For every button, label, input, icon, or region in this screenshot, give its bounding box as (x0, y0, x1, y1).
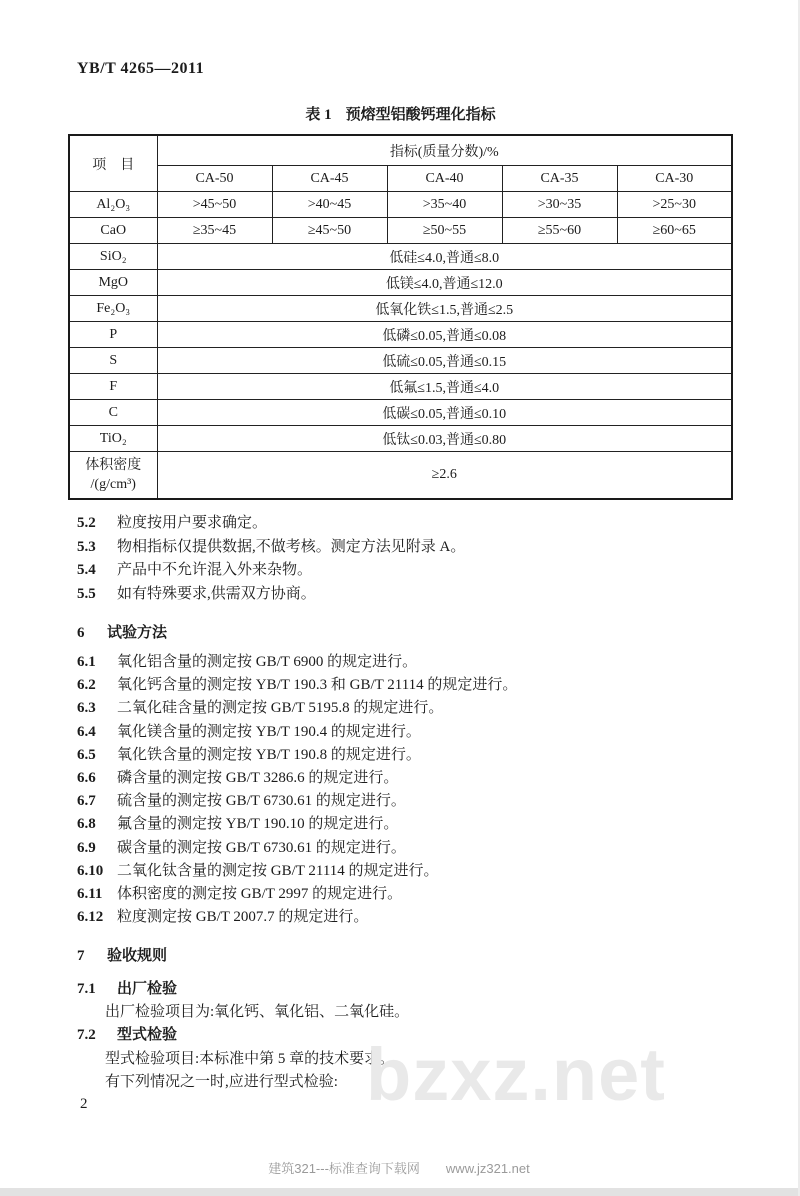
item-cell: Al₂O₃ (69, 192, 157, 218)
bottom-strip (0, 1188, 798, 1196)
clause-text: 氧化铝含量的测定按 GB/T 6900 的规定进行。 (117, 654, 418, 670)
spec-table-wrap (68, 134, 733, 500)
clause-line (77, 720, 758, 743)
merged-value-cell: 低镁≤4.0,普通≤12.0 (157, 270, 732, 296)
clause-number: 6.5 (77, 746, 96, 763)
table-row (69, 296, 732, 322)
merged-value-cell: 低氟≤1.5,普通≤4.0 (157, 374, 732, 400)
section-title: 试验方法 (107, 625, 168, 641)
clause-line (77, 696, 758, 719)
item-header-cell: 项 目 (69, 135, 157, 192)
merged-value-cell: 低钛≤0.03,普通≤0.80 (157, 426, 732, 452)
clause-line (77, 582, 758, 606)
clause-number: 6.12 (77, 909, 104, 926)
item-cell: S (69, 348, 157, 374)
grade-header-cell: CA-30 (617, 166, 732, 192)
grade-header-cell: CA-40 (387, 166, 502, 192)
clause-number: 6.11 (77, 885, 103, 902)
item-cell: F (69, 374, 157, 400)
item-cell: Fe₂O₃ (69, 296, 157, 322)
table-row (69, 400, 732, 426)
standard-number: YB/T 4265—2011 (77, 60, 205, 77)
merged-value-cell: 低氧化铁≤1.5,普通≤2.5 (157, 296, 732, 322)
clause-number: 5.2 (77, 515, 96, 531)
value-cell: >45~50 (157, 192, 272, 218)
merged-value-cell: 低磷≤0.05,普通≤0.08 (157, 322, 732, 348)
clause-line (77, 789, 758, 812)
table-title-text: 预熔型铝酸钙理化指标 (345, 107, 496, 123)
clause-text: 碳含量的测定按 GB/T 6730.61 的规定进行。 (117, 839, 406, 856)
clause-number: 6.9 (77, 839, 96, 856)
clause-line (77, 558, 758, 582)
clause-number: 6.3 (77, 700, 96, 717)
item-cell: P (69, 322, 157, 348)
section-7-heading (77, 944, 167, 965)
table-header-row-2 (69, 166, 732, 192)
clause-text: 二氧化钛含量的测定按 GB/T 21114 的规定进行。 (117, 862, 439, 879)
merged-value-cell: 低硅≤4.0,普通≤8.0 (157, 244, 732, 270)
value-cell: >35~40 (387, 192, 502, 218)
clause-text: 二氧化硅含量的测定按 GB/T 5195.8 的规定进行。 (117, 700, 444, 717)
grade-header-cell: CA-45 (272, 166, 387, 192)
page-number: 2 (80, 1096, 88, 1112)
table-row-density (69, 452, 732, 500)
clause-line (77, 812, 758, 835)
table-row (69, 218, 732, 244)
clause-text: 氧化镁含量的测定按 YB/T 190.4 的规定进行。 (117, 723, 421, 740)
item-cell: CaO (69, 218, 157, 244)
clause-number: 6.4 (77, 723, 96, 740)
subsection-7-1-heading (77, 977, 758, 1000)
clause-line (77, 650, 758, 673)
table-row (69, 426, 732, 452)
footer-site-url: www.jz321.net (445, 1161, 530, 1176)
item-cell: SiO₂ (69, 244, 157, 270)
clause-line (77, 535, 758, 559)
clause-text: 氧化铁含量的测定按 YB/T 190.8 的规定进行。 (117, 746, 421, 763)
density-item-line1: 体积密度 (85, 458, 142, 473)
clause-number: 5.5 (77, 585, 96, 602)
clause-line (77, 859, 758, 882)
clause-text: 磷含量的测定按 GB/T 3286.6 的规定进行。 (117, 769, 399, 786)
table-row (69, 322, 732, 348)
section-title: 验收规则 (107, 948, 168, 964)
subsection-title: 型式检验 (117, 1027, 178, 1044)
clause-number: 6.7 (77, 793, 96, 810)
table-header-row-1 (69, 135, 732, 166)
clause-line (77, 673, 758, 696)
clause-text: 如有特殊要求,供需双方协商。 (117, 585, 316, 602)
value-cell: ≥55~60 (502, 218, 617, 244)
table-row (69, 244, 732, 270)
clause-line (77, 882, 758, 905)
merged-value-cell: ≥2.6 (157, 452, 732, 500)
clause-line (77, 766, 758, 789)
table-row (69, 374, 732, 400)
clause-text: 粒度按用户要求确定。 (117, 515, 268, 531)
table-title (68, 103, 733, 124)
clause-number: 6.1 (77, 654, 96, 670)
clause-line (77, 905, 758, 928)
clauses-5-block (77, 511, 758, 605)
spec-table (68, 134, 733, 500)
clause-number: 5.3 (77, 538, 96, 555)
value-cell: ≥60~65 (617, 218, 732, 244)
value-cell: ≥50~55 (387, 218, 502, 244)
grade-header-cell: CA-35 (502, 166, 617, 192)
grade-header-cell: CA-50 (157, 166, 272, 192)
item-cell: C (69, 400, 157, 426)
value-cell: >30~35 (502, 192, 617, 218)
table-row (69, 192, 732, 218)
table-title-label: 表 1 (305, 107, 332, 123)
clause-text: 氟含量的测定按 YB/T 190.10 的规定进行。 (117, 816, 399, 833)
clause-number: 6.6 (77, 769, 96, 786)
clause-text: 物相指标仅提供数据,不做考核。测定方法见附录 A。 (117, 538, 466, 555)
clause-number: 7.2 (77, 1027, 96, 1044)
value-cell: >25~30 (617, 192, 732, 218)
section-6-heading (77, 621, 167, 642)
clause-text: 产品中不允许混入外来杂物。 (117, 562, 313, 578)
value-cell: ≥45~50 (272, 218, 387, 244)
subsection-7-1-body: 出厂检验项目为:氧化钙、氧化铝、二氧化硅。 (105, 1004, 410, 1021)
clause-number: 6.2 (77, 677, 96, 694)
subsection-7-2-body-1: 型式检验项目:本标准中第 5 章的技术要求。 (105, 1050, 395, 1067)
index-header-cell: 指标(质量分数)/% (157, 135, 732, 166)
subsection-title: 出厂检验 (117, 981, 178, 997)
clause-number: 6.10 (77, 862, 104, 879)
footer-site-name: 建筑321---标准查询下载网 (268, 1161, 420, 1176)
subsection-7-2-body-2: 有下列情况之一时,应进行型式检验: (105, 1073, 338, 1090)
value-cell: ≥35~45 (157, 218, 272, 244)
clause-line (77, 836, 758, 859)
clause-text: 氧化钙含量的测定按 YB/T 190.3 和 GB/T 21114 的规定进行。 (117, 677, 518, 694)
density-item-line2: /(g/cm³) (90, 477, 136, 492)
item-cell: MgO (69, 270, 157, 296)
clause-line (77, 511, 758, 535)
item-cell (69, 452, 157, 500)
clause-text: 硫含量的测定按 GB/T 6730.61 的规定进行。 (117, 793, 406, 810)
item-cell: TiO₂ (69, 426, 157, 452)
clause-line (77, 743, 758, 766)
clause-number: 5.4 (77, 562, 96, 578)
clause-number: 7.1 (77, 981, 96, 997)
table-row (69, 348, 732, 374)
site-footer (0, 1158, 798, 1177)
section-number: 7 (77, 948, 85, 964)
merged-value-cell: 低碳≤0.05,普通≤0.10 (157, 400, 732, 426)
section-number: 6 (77, 625, 85, 641)
watermark-text: bzxz.net (366, 1033, 666, 1116)
table-row (69, 270, 732, 296)
value-cell: >40~45 (272, 192, 387, 218)
clause-number: 6.8 (77, 816, 96, 833)
merged-value-cell: 低硫≤0.05,普通≤0.15 (157, 348, 732, 374)
section-6-clauses (77, 650, 758, 928)
clause-text: 体积密度的测定按 GB/T 2997 的规定进行。 (117, 885, 403, 902)
clause-text: 粒度测定按 GB/T 2007.7 的规定进行。 (117, 909, 369, 926)
